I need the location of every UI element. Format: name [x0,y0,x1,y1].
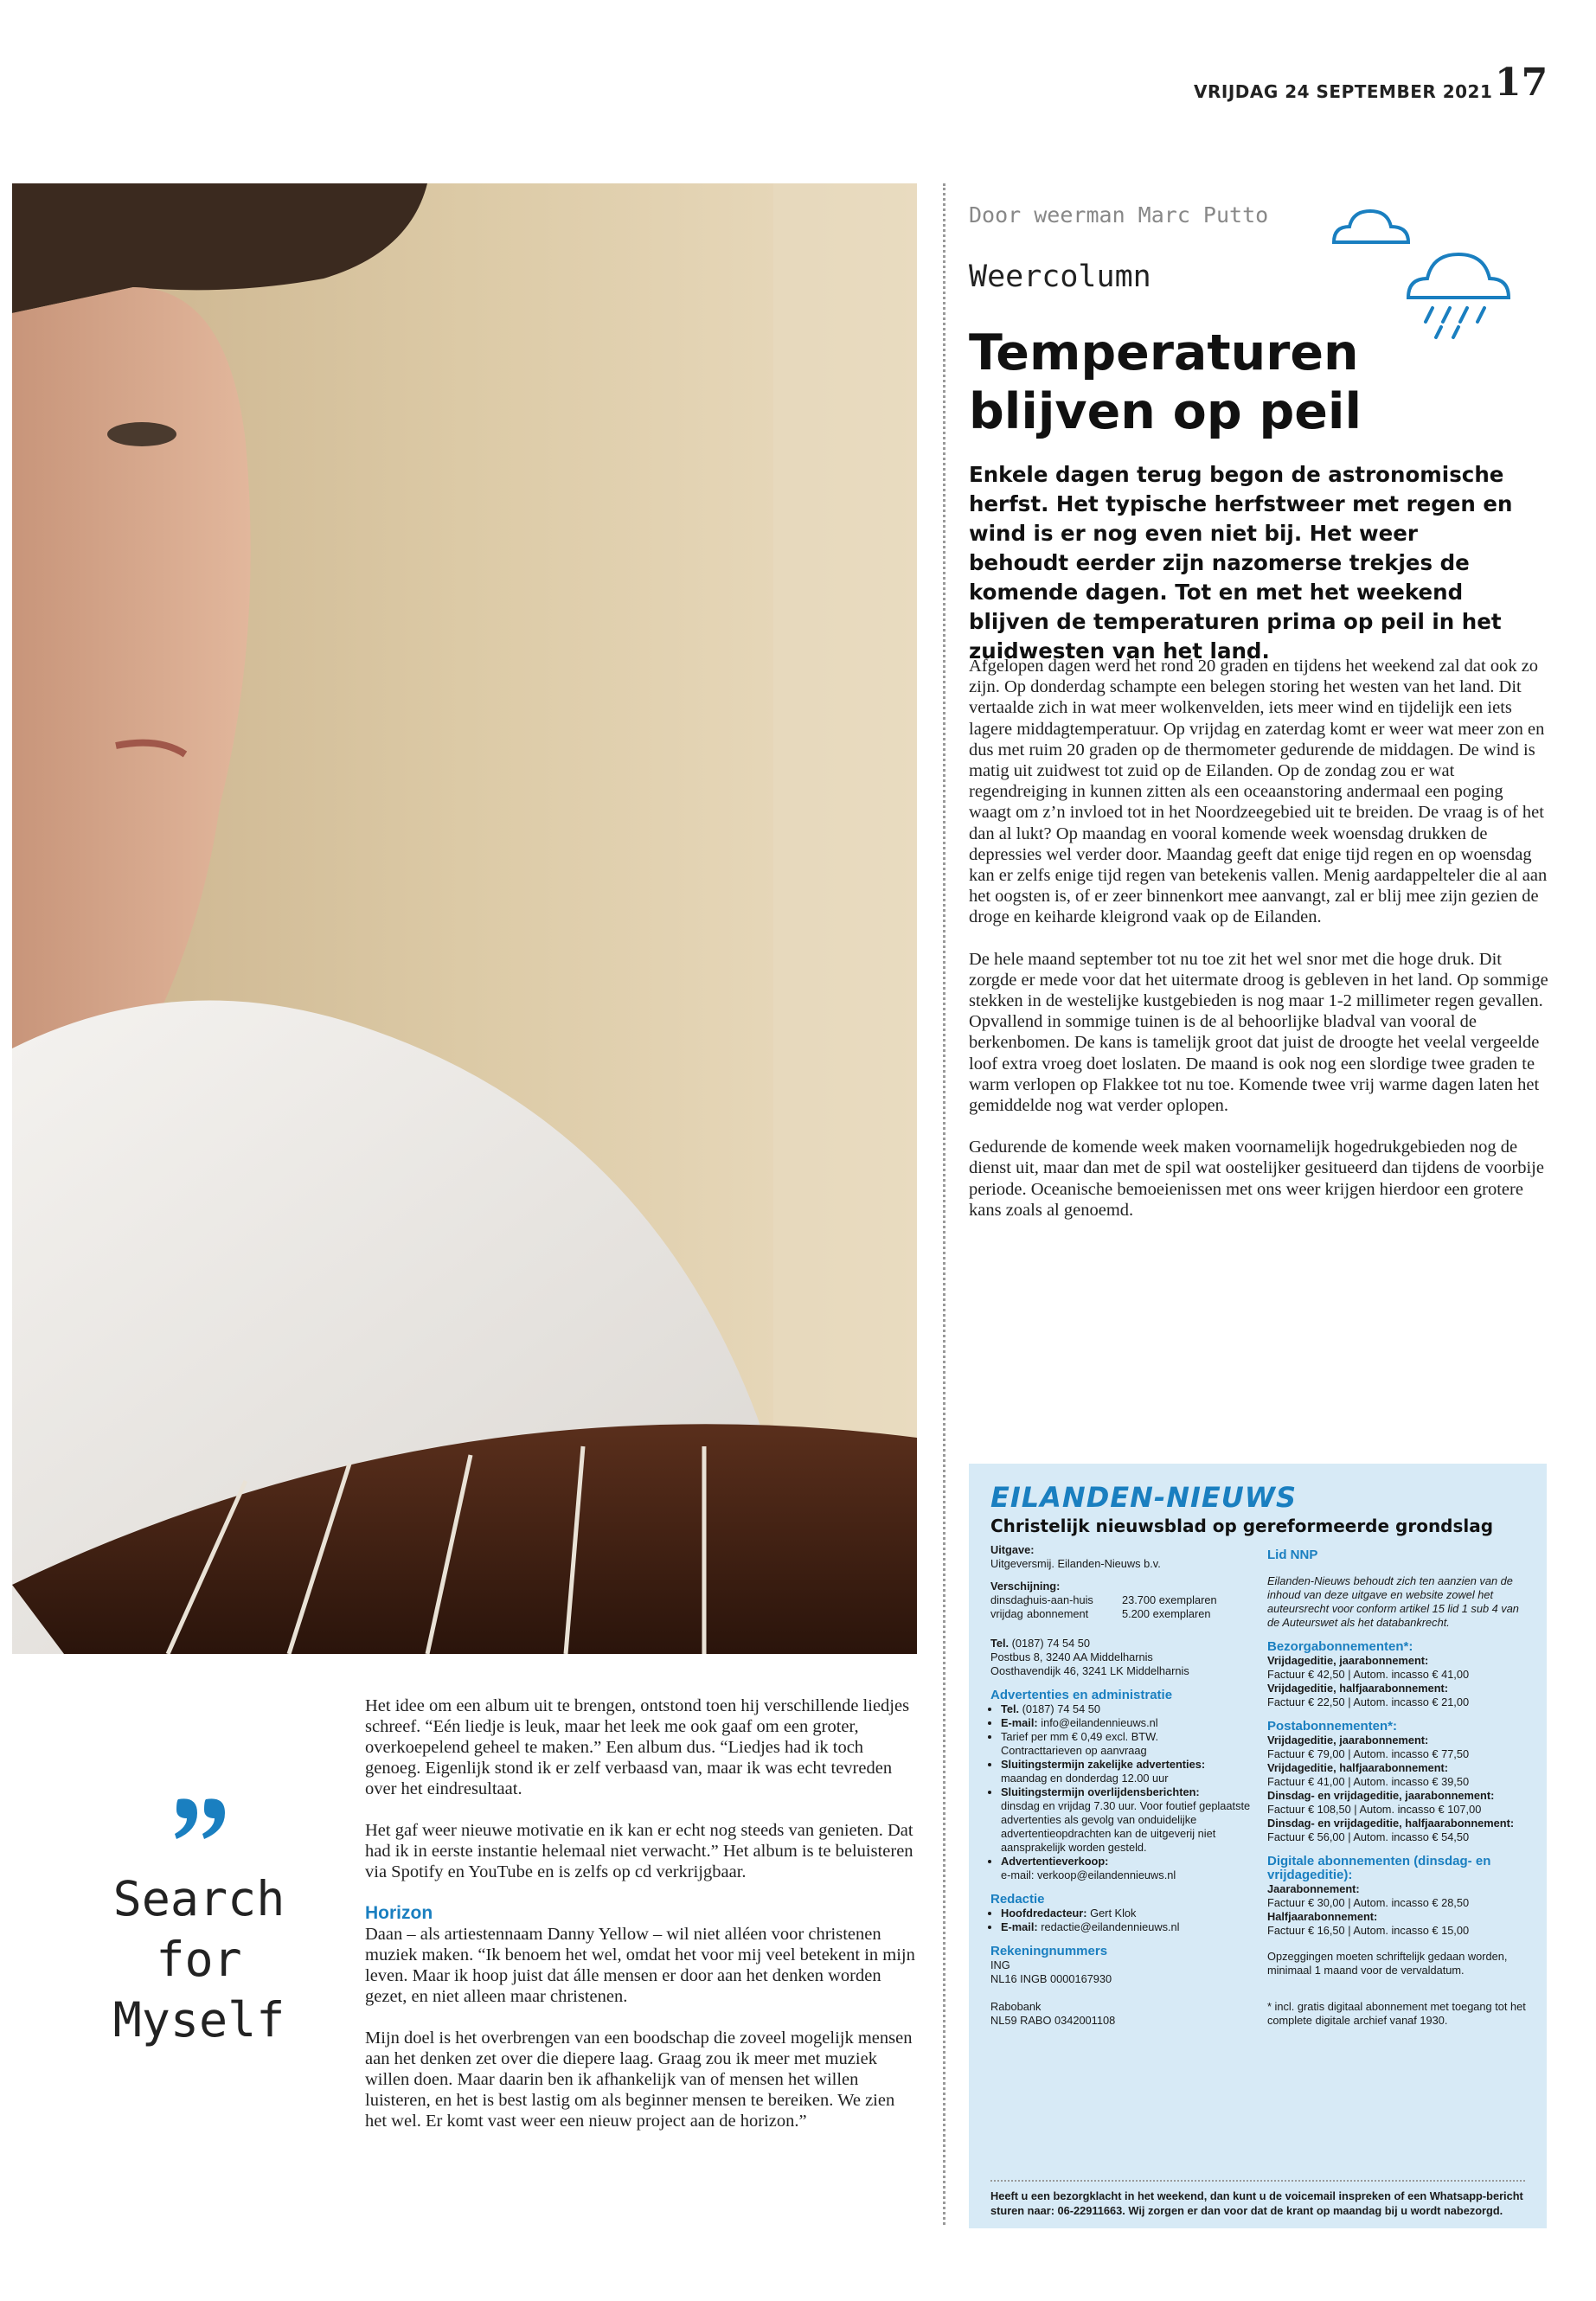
redactie-heading: Redactie [990,1892,1045,1907]
verschijning-label: Verschijning: [990,1580,1061,1593]
list-item [1001,1785,1267,1855]
address-line: Oosthavendijk 46, 3241 LK Middelharnis [990,1664,1189,1677]
advertenties-heading: Advertenties en administratie [990,1688,1173,1702]
lid-heading: Lid NNP [1267,1548,1318,1562]
price-label: Halfjaarabonnement: [1267,1910,1378,1923]
price-label: Jaarabonnement: [1267,1882,1360,1895]
label: Sluitingstermijn overlijdensberichten: [1001,1785,1200,1798]
label: Sluitingstermijn zakelijke advertenties: [1001,1758,1206,1771]
rekening-heading: Rekeningnummers [990,1944,1108,1958]
bank-iban: NL16 INGB 0000167930 [990,1972,1112,1985]
weather-byline: Door weerman Marc Putto [969,202,1269,228]
price-value: Factuur € 79,00 | Autom. incasso € 77,50 [1267,1747,1470,1760]
verschijning-row [990,1593,1267,1607]
complaint-note: Heeft u een bezorgklacht in het weekend, dan kunt u de voicemail inspreken of een Whatsapp-bericht sturen naar: 06-22911663. Wij zorgen er dan voor dat de krant op maandag bij u wordt nabezorgd. [990,2189,1523,2217]
uitgave-label: Uitgave: [990,1543,1035,1556]
price-label: Vrijdageditie, halfjaarabonnement: [1267,1682,1449,1695]
bank-name: ING [990,1958,1010,1971]
row-count: 23.700 exemplaren [1122,1593,1217,1606]
column-divider [943,183,945,2225]
value: Gert Klok [1090,1907,1137,1920]
price-value: Factuur € 108,50 | Autom. incasso € 107,00 [1267,1803,1482,1816]
copyright-note: Eilanden-Nieuws behoudt zich ten aanzien van de inhoud van deze uitgave en website zowel het auteursrecht voor conform artikel 15 lid 1 sub 4 van de Auteurswet als het databankrecht. [1267,1574,1519,1629]
weather-lead: Enkele dagen terug begon de astronomische herfst. Het typische herfstweer met regen en wind is er nog even niet bij. Het weer behoudt eerder zijn nazomerse trekjes de komende dagen. Tot en met het weekend blijven de temperaturen prima op peil in het zuidwesten van het land. [969,462,1513,663]
uitgave-value: Uitgeversmij. Eilanden-Nieuws b.v. [990,1557,1161,1570]
row-day: vrijdag [990,1607,1023,1620]
bank-name: Rabobank [990,2000,1042,2013]
value: dinsdag en vrijdag 7.30 uur. Voor foutief geplaatste advertenties als gevolg van onduidelijke advertentieopdrachten kan de uitgeverij niet aansprakelijk worden gesteld. [1001,1799,1251,1854]
price-value: Factuur € 22,50 | Autom. incasso € 21,00 [1267,1695,1470,1708]
price-value: Factuur € 56,00 | Autom. incasso € 54,50 [1267,1830,1470,1843]
pull-quote: Search for Myself [112,1871,285,2048]
verschijning-row [990,1607,1267,1621]
tel-line [990,1637,1267,1650]
row-count: 5.200 exemplaren [1122,1607,1211,1620]
email-link[interactable]: info@eilandennieuws.nl [1041,1716,1158,1729]
redactie-list [990,1907,1267,1934]
price-value: Factuur € 41,00 | Autom. incasso € 39,50 [1267,1775,1470,1788]
list-item [1001,1716,1267,1730]
label: Advertentieverkoop: [1001,1855,1109,1868]
weather-kicker: Weercolumn [969,260,1151,294]
article-paragraph: Mijn doel is het overbrengen van een boodschap die zoveel mogelijk mensen aan het denken zet over die diepere laag. Graag zou ik meer met muziek willen doen. Maar daarin ben ik afhankelijk van of mensen het willen luisteren, en het is best lastig om als beginner mensen te bereiken. We zien het wel. Er komt vast weer een nieuw project aan de horizon.” [365,2029,913,2131]
price-label: Dinsdag- en vrijdageditie, halfjaarabonnement: [1267,1817,1515,1830]
page-number: 17 [1495,61,1548,105]
price-label: Vrijdageditie, halfjaarabonnement: [1267,1761,1449,1774]
list-item [1001,1907,1267,1920]
list-item [1001,1758,1267,1785]
brand-logo: EILANDEN-NIEUWS [990,1481,1298,1514]
quote-mark-icon [171,1792,232,1844]
article-photo [12,183,917,1654]
row-type: huis-aan-huis [1027,1593,1093,1606]
post-heading: Postabonnementen*: [1267,1719,1398,1734]
portrait-illustration [12,183,917,1654]
footnote: * incl. gratis digitaal abonnement met toegang tot het complete digitale archief vanaf 1930. [1267,2000,1526,2027]
value: Contracttarieven op aanvraag [1001,1744,1147,1757]
tel-value: (0187) 74 54 50 [1011,1637,1091,1650]
page-date: VRIJDAG 24 SEPTEMBER 2021 [1194,81,1493,102]
email-link[interactable]: e-mail: verkoop@eilandennieuws.nl [1001,1868,1176,1881]
price-value: Factuur € 16,50 | Autom. incasso € 15,00 [1267,1924,1470,1937]
label: Hoofdredacteur: [1001,1907,1087,1920]
list-item [1001,1730,1267,1758]
advertenties-list [990,1702,1267,1882]
value: (0187) 74 54 50 [1022,1702,1101,1715]
weather-paragraph: Afgelopen dagen werd het rond 20 graden en tijdens het weekend zal dat ook zo zijn. Op donderdag schampte een belegen storing het westen van het land. Dit vertaalde zich in wat meer wolkenvelden, iets meer wind en tijdelijk een iets lagere middagtemperatuur. Op vrijdag en zaterdag komt er weer wat meer zon en dus met ruim 20 graden op de thermometer gedurende de middagen. De wind is matig uit zuidwest tot zuid op de Eilanden. Op de zondag zou er wat regendreiging in kunnen zitten als een oceaanstoring andermaal een poging waagt om z’n invloed tot in het Noordzeegebied uit te breiden. De vraag is of het dan al lukt? Op maandag en vooral komende week woensdag drukken de depressies wel verder door. Maandag geeft dat enige tijd regen en op woensdag kan er zelfs enige tijd regen van betekenis vallen. Menig aardappelteler die al aan het oogsten is, of er zeer binnenkort mee aanvangt, zal er blij mee zijn gezien de droge en keiharde kleigrond vaak op de Eilanden. [969,657,1548,927]
weather-title: Temperaturen blijven op peil [969,324,1362,440]
price-label: Vrijdageditie, jaarabonnement: [1267,1654,1429,1667]
list-item [1001,1855,1267,1882]
digi-heading: Digitale abonnementen (dinsdag- en vrijdageditie): [1267,1854,1491,1882]
weather-body [969,656,1548,1241]
brand-tagline: Christelijk nieuwsblad op gereformeerde grondslag [990,1516,1494,1536]
row-day: dinsdag [990,1593,1029,1606]
value: maandag en donderdag 12.00 uur [1001,1772,1169,1785]
price-value: Factuur € 30,00 | Autom. incasso € 28,50 [1267,1896,1470,1909]
bank-iban: NL59 RABO 0342001108 [990,2014,1116,2027]
colophon-box [969,1464,1547,2228]
article-paragraph: Het gaf weer nieuwe motivatie en ik kan er echt nog steeds van genieten. Dat had ik in eerste instantie helemaal niet verwacht.” Het album is te beluisteren via Spotify en YouTube en is zelfs op cd verkrijgbaar. [365,1821,913,1881]
price-label: Vrijdageditie, jaarabonnement: [1267,1734,1429,1747]
tel-label: Tel. [990,1637,1010,1650]
address-line: Postbus 8, 3240 AA Middelharnis [990,1650,1153,1663]
email-link[interactable]: redactie@eilandennieuws.nl [1041,1920,1180,1933]
weather-paragraph: Gedurende de komende week maken voornamelijk hogedrukgebieden nog de dienst uit, maar dan met de spil wat oostelijker gesitueerd dan tijdens de voorbije periode. Oceanische bemoeienissen met ons weer krijgen hierdoor een grotere kans zoals al genoemd. [969,1138,1544,1220]
label: E-mail: [1001,1716,1038,1729]
bezorg-heading: Bezorgabonnementen*: [1267,1639,1413,1654]
label: Tel. [1001,1702,1020,1715]
colophon-separator [990,2180,1525,2182]
article-paragraph: Het idee om een album uit te brengen, ontstond toen hij verschillende liedjes schreef. “Eén liedje is leuk, maar het leek me ook gaaf om een groter, overkoepelend geheel te maken.” Een album dus. “Liedjes had ik toch genoeg. Eigenlijk stond ik er zelf verbaasd van, maar ik was echt tevreden over het eindresultaat. [365,1696,910,1798]
label: E-mail: [1001,1920,1038,1933]
article-subhead: Horizon [365,1903,433,1923]
colophon-right [1267,1548,1531,2028]
colophon-left [990,1543,1267,2028]
row-type: abonnement [1027,1607,1089,1620]
price-label: Dinsdag- en vrijdageditie, jaarabonnement: [1267,1789,1495,1802]
article-body [365,1695,919,2152]
list-item [1001,1702,1267,1716]
opzeg-note: Opzeggingen moeten schriftelijk gedaan worden, minimaal 1 maand voor de vervaldatum. [1267,1950,1508,1977]
list-item [1001,1920,1267,1934]
value: Tarief per mm € 0,49 excl. BTW. [1001,1730,1159,1743]
price-value: Factuur € 42,50 | Autom. incasso € 41,00 [1267,1668,1470,1681]
article-paragraph: Daan – als artiestennaam Danny Yellow – wil niet alléen voor christenen muziek maken. “Ik benoem het wel, omdat het voor mij veel betekent in mijn leven. Maar ik hoop juist dat álle mensen er door aan het denken worden gezet, en niet alleen maar christenen. [365,1925,915,2006]
weather-paragraph: De hele maand september tot nu toe zit het wel snor met die hoge druk. Dit zorgde er mede voor dat het uitermate droog is gebleven in het land. Op sommige stekken in de westelijke kustgebieden is nog maar 1-2 millimeter regen gevallen. Opvallend in sommige tuinen is de al behoorlijke bladval van vooral de berkenbomen. De kans is tamelijk groot dat juist de droogte het veelal vergeelde loof extra vroeg doet loslaten. De maand is ook nog een slordige twee graden te warm verlopen op Flakkee tot nu toe. Komende twee vrij warme dagen laten het gemiddelde nog wat verder oplopen. [969,949,1548,1116]
